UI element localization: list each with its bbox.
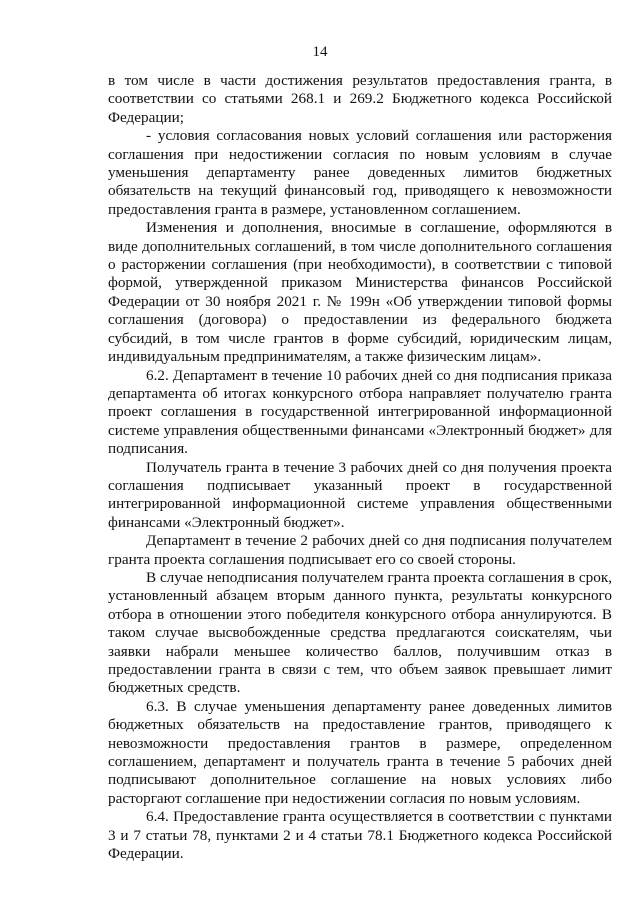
paragraph-recipient-signing: Получатель гранта в течение 3 рабочих дней со дня получения проекта соглашения подписывает указанный проект в государственной интегрированной информационной системе управления общественными финансами «Электронный бюджет». bbox=[108, 458, 612, 531]
paragraph-department-signing: Департамент в течение 2 рабочих дней со дня подписания получателем гранта проекта соглашения подписывает его со своей стороны. bbox=[108, 532, 612, 568]
paragraph-amendments: Изменения и дополнения, вносимые в соглашение, оформляются в виде дополнительных соглашений, в том числе дополнительного соглашения о расторжении соглашения (при необходимости), в соответствии с типовой формой, утвержденной приказом Министерства финансов Российской Федерации от 30 ноября 2021 г. № 199н «Об утверждении типовой формы соглашения (договора) о предоставлении из федерального бюджета субсидий, в том числе грантов в форме субсидий, юридическим лицам, индивидуальным предпринимателям, а также физическим лицам». bbox=[108, 219, 612, 366]
paragraph-agreement-conditions: - условия согласования новых условий соглашения или расторжения соглашения при недостижении согласия по новым условиям в случае уменьшения департаменту ранее доведенных лимитов бюджетных обязательств на текущий финансовый год, приводящего к невозможности предоставления гранта в размере, установленном соглашением. bbox=[108, 127, 612, 218]
paragraph-continuation: в том числе в части достижения результатов предоставления гранта, в соответствии со статьями 268.1 и 269.2 Бюджетного кодекса Российской Федерации; bbox=[108, 72, 612, 126]
page-number: 14 bbox=[312, 44, 328, 60]
paragraph-6-4: 6.4. Предоставление гранта осуществляется в соответствии с пунктами 3 и 7 статьи 78, пунктами 2 и 4 статьи 78.1 Бюджетного кодекса Российской Федерации. bbox=[108, 808, 612, 863]
paragraph-6-3: 6.3. В случае уменьшения департаменту ранее доведенных лимитов бюджетных обязательств на предоставление грантов, приводящего к невозможности предоставления грантов в размере, определенном соглашением, департамент и получатель гранта в течение 5 рабочих дней подписывают дополнительное соглашение на новых условиях либо расторгают соглашение при недостижении согласия по новым условиям. bbox=[108, 697, 612, 807]
paragraph-non-signing: В случае неподписания получателем гранта проекта соглашения в срок, установленный абзацем вторым данного пункта, результаты конкурсного отбора в отношении этого победителя конкурсного отбора аннулируются. В таком случае высвобожденные средства предлагаются соискателям, чьи заявки набрали меньшее количество баллов, получившим отказ в предоставлении гранта в связи с тем, что объем заявок превышает лимит бюджетных средств. bbox=[108, 568, 612, 697]
paragraph-6-2: 6.2. Департамент в течение 10 рабочих дней со дня подписания приказа департамента об итогах конкурсного отбора направляет получателю гранта проект соглашения в государственной интегрированной информационной системе управления общественными финансами «Электронный бюджет» для подписания. bbox=[108, 366, 612, 458]
document-body bbox=[108, 72, 612, 863]
